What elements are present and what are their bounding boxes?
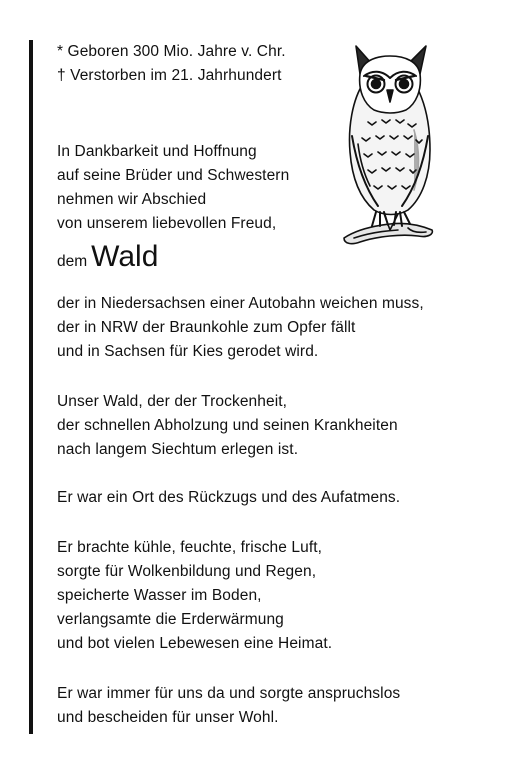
paragraph-line: speicherte Wasser im Boden,	[57, 587, 262, 604]
paragraph-line: Er brachte kühle, feuchte, frische Luft,	[57, 539, 323, 556]
paragraph-line: der in Niedersachsen einer Autobahn weichen muss,	[57, 295, 424, 312]
paragraph-line: der in NRW der Braunkohle zum Opfer fällt	[57, 319, 356, 336]
paragraph-line: verlangsamte die Erderwärmung	[57, 611, 284, 628]
paragraph-line: und bescheiden für unser Wohl.	[57, 709, 279, 726]
deceased-name	[57, 240, 158, 274]
mourning-border-bar	[29, 40, 33, 734]
paragraph-line: der schnellen Abholzung und seinen Krankheiten	[57, 417, 398, 434]
intro-line: In Dankbarkeit und Hoffnung	[57, 143, 257, 160]
paragraph-line: nach langem Siechtum erlegen ist.	[57, 441, 299, 458]
intro-line: nehmen wir Abschied	[57, 191, 207, 208]
born-line: * Geboren 300 Mio. Jahre v. Chr.	[57, 43, 286, 60]
paragraph-line: und in Sachsen für Kies gerodet wird.	[57, 343, 319, 360]
paragraph-line: Er war ein Ort des Rückzugs und des Aufatmens.	[57, 489, 401, 506]
intro-line: auf seine Brüder und Schwestern	[57, 167, 290, 184]
paragraph-line: Er war immer für uns da und sorgte anspruchslos	[57, 685, 401, 702]
paragraph-line: Unser Wald, der der Trockenheit,	[57, 393, 288, 410]
paragraph-line: und bot vielen Lebewesen eine Heimat.	[57, 635, 333, 652]
name-word: Wald	[91, 240, 159, 273]
owl-icon	[338, 40, 442, 248]
died-line: † Verstorben im 21. Jahrhundert	[57, 67, 282, 84]
paragraph-line: sorgte für Wolkenbildung und Regen,	[57, 563, 317, 580]
name-prefix: dem	[57, 253, 88, 270]
intro-line: von unserem liebevollen Freud,	[57, 215, 277, 232]
